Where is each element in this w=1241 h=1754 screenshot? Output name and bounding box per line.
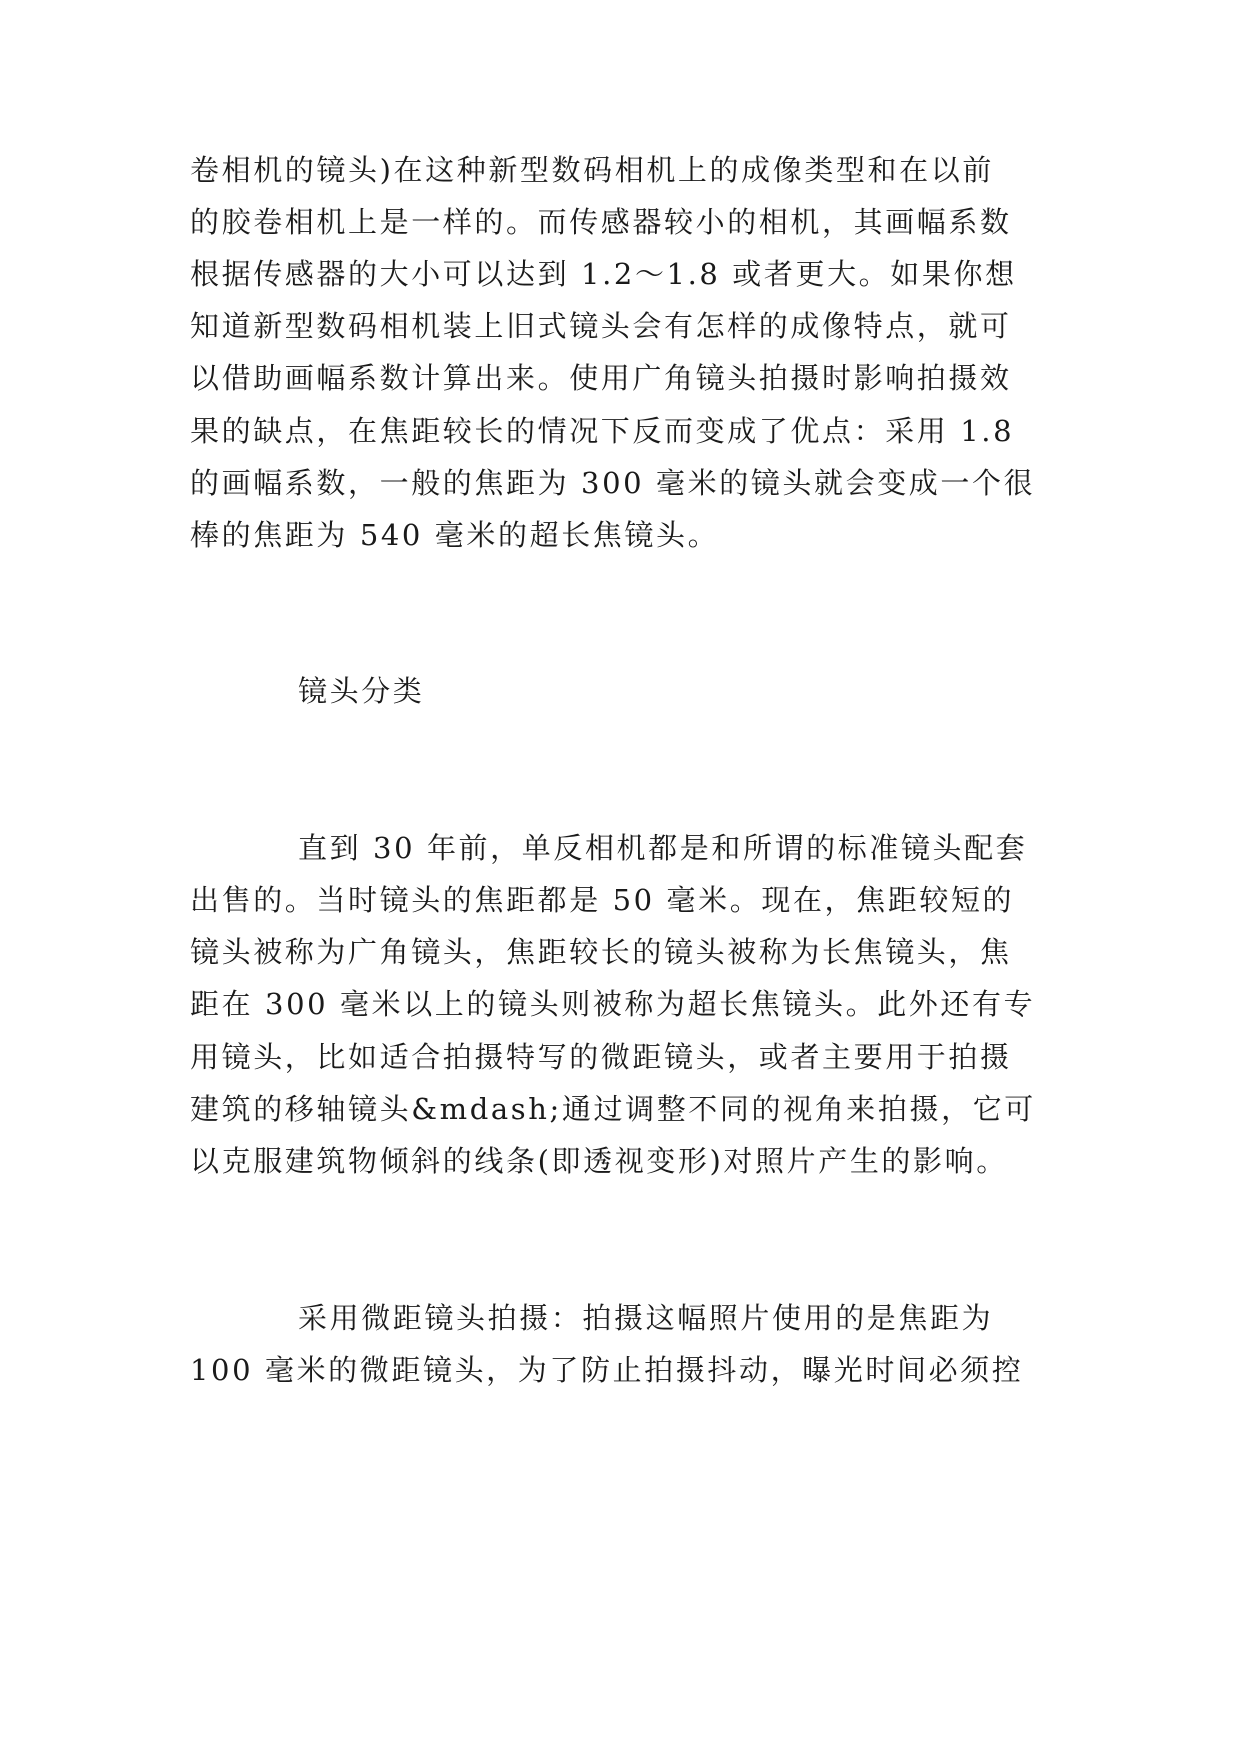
text-line: 以克服建筑物倾斜的线条(即透视变形)对照片产生的影响。 <box>190 1144 1008 1178</box>
text-line: 距在 300 毫米以上的镜头则被称为超长焦镜头。此外还有专 <box>190 987 1036 1021</box>
text-line: 知道新型数码相机装上旧式镜头会有怎样的成像特点，就可 <box>190 309 1012 343</box>
text-line: 100 毫米的微距镜头，为了防止拍摄抖动，曝光时间必须控 <box>190 1353 1024 1387</box>
text-line: 用镜头，比如适合拍摄特写的微距镜头，或者主要用于拍摄 <box>190 1040 1012 1074</box>
text-line: 棒的焦距为 540 毫米的超长焦镜头。 <box>190 518 720 552</box>
text-line: 出售的。当时镜头的焦距都是 50 毫米。现在，焦距较短的 <box>190 883 1015 917</box>
text-line: 的画幅系数，一般的焦距为 300 毫米的镜头就会变成一个很 <box>190 466 1036 500</box>
text-line: 果的缺点，在焦距较长的情况下反而变成了优点：采用 1.8 <box>190 414 1015 448</box>
text-line: 直到 30 年前，单反相机都是和所谓的标准镜头配套 <box>298 831 1028 865</box>
text-line: 以借助画幅系数计算出来。使用广角镜头拍摄时影响拍摄效 <box>190 361 1012 395</box>
text-line: 卷相机的镜头)在这种新型数码相机上的成像类型和在以前 <box>190 153 994 187</box>
text-line: 根据传感器的大小可以达到 1.2～1.8 或者更大。如果你想 <box>190 257 1017 291</box>
text-line: 的胶卷相机上是一样的。而传感器较小的相机，其画幅系数 <box>190 205 1012 239</box>
text-line: 镜头被称为广角镜头，焦距较长的镜头被称为长焦镜头，焦 <box>190 935 1012 969</box>
section-heading: 镜头分类 <box>298 674 425 708</box>
text-line: 建筑的移轴镜头&mdash;通过调整不同的视角来拍摄，它可 <box>190 1092 1036 1126</box>
text-line: 采用微距镜头拍摄：拍摄这幅照片使用的是焦距为 <box>298 1301 994 1335</box>
